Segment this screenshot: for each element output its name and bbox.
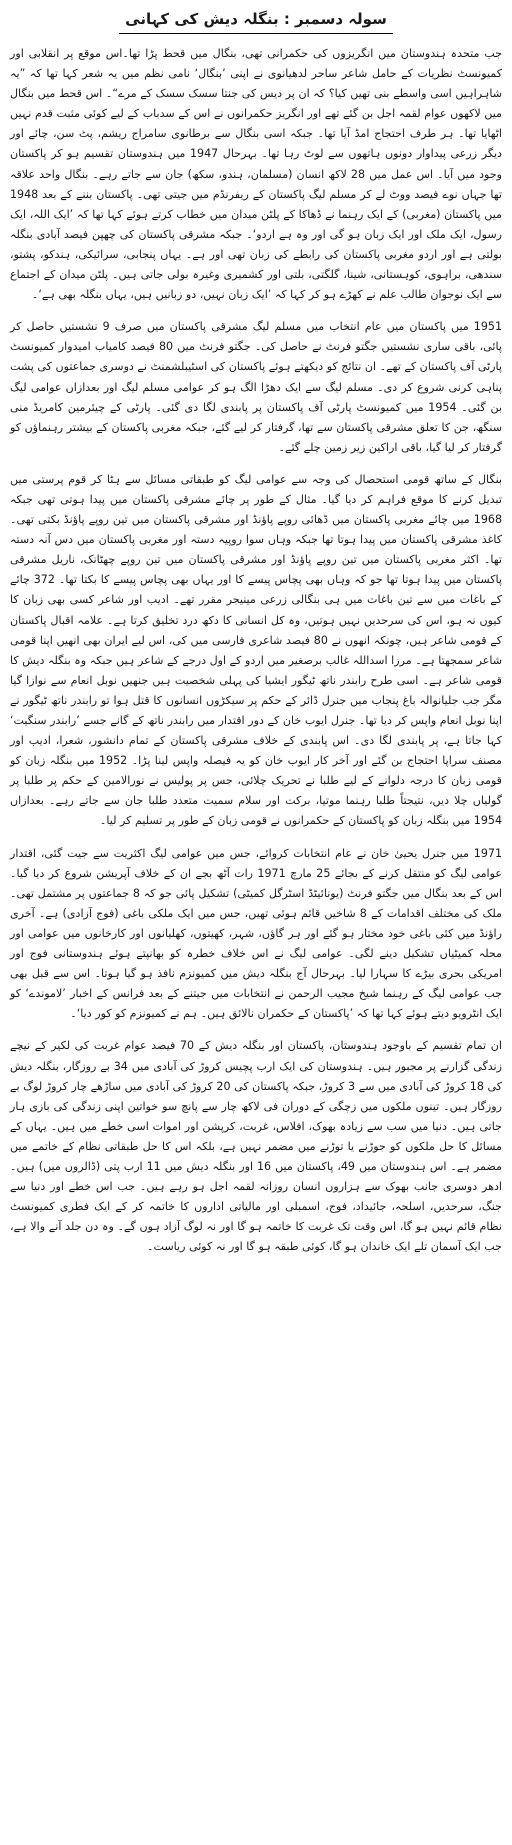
- paragraph-1: جب متحدہ ہندوستان میں انگریزوں کی حکمرانی تھی، بنگال میں قحط پڑا تھا۔اس موقع پر انقلابی اور کمیونسٹ نظریات کے حامل شاعر ساحر لدھیانوی نے اپنی ’بنگال‘ نامی نظم میں یہ شعر کہا تھا کہ ”یہ شاہراہیں اسی واسطے بنی تھیں کیا؟ کہ ان پر دیس کی جنتا سسک سسک کے مرے“۔ اس قحط میں بنگال میں لاکھوں عوام لقمہ اجل بن گئے تھے اور انگریز حکمرانوں نے اس کے سدباب کے لیے کوئی مثبت قدم نہیں اٹھایا تھا۔ ہر طرف احتجاج امڈ آیا تھا۔ جبکہ اسی بنگال سے برطانوی سامراج ریشم، پٹ سن، چائے اور دیگر زرعی پیداوار دونوں ہاتھوں سے لوٹ رہا تھا۔ بہرحال 1947 میں ہندوستان تقسیم ہو کر پاکستان وجود میں آیا۔ اس عمل میں 28 لاکھ انسان (مسلمان، ہندو، سکھ) جان سے جاتے رہے۔ بنگال واحد علاقہ تھا جہاں نوے فیصد ووٹ لے کر مسلم لیگ پاکستان کے ریفرنڈم میں جیتی تھی۔ پاکستان بننے کے بعد 1948 میں پاکستان (مغربی) کے ایک رہنما نے ڈھاکا کے پلٹن میدان میں خطاب کرتے ہوئے کہا تھا کہ ’ایک اللہ، ایک رسول، ایک ملک اور ایک زبان ہو گی اور وہ ہے اردو‘۔ جبکہ مشرقی پاکستان کی چھپن فیصد آبادی بنگلہ بولتی ہے اور اردو مغربی پاکستان کی رابطے کی زبان تھی اور ہے۔ یہاں پنجابی، سرائیکی، ہندکو، پشتو، سندھی، براہوی، کوہستانی، شینا، گلگتی، بلتی اور کشمیری وغیرہ بولی جاتی ہیں۔ پلٹن میدان کے اجتماع سے ایک نوجوان طالب علم نے کھڑے ہو کر کہا کہ ’ایک زبان نہیں، دو زبانیں ہیں، یہاں بنگلہ بھی ہے‘۔: [10, 47, 502, 302]
- paragraph-5: ان تمام تقسیم کے باوجود ہندوستان، پاکستان اور بنگلہ دیش کے 70 فیصد عوام غربت کی لکیر کے نیچے زندگی گزارنے پر مجبور ہیں۔ ہندوستان کی ایک ارب پچیس کروڑ کی آبادی میں 34 بے روزگار، بنگلہ دیش کی 18 کروڑ کی آبادی میں سے 3 کروڑ، جبکہ پاکستان کی 20 کروڑ کی آبادی میں ساڑھے چار کروڑ لوگ بے روزگار ہیں۔ تینوں ملکوں میں زچگی کے دوران فی لاکھ چار سے پانچ سو خواتین اپنی زندگی کی بازی ہار جاتی ہیں۔ دنیا میں سب سے زیادہ بھوک، افلاس، غربت، کرپشن اور اموات اسی خطے میں ہیں۔ یہاں کے مسائل کا حل ملکوں کو جوڑنے یا توڑنے میں مضمر نہیں ہے، بلکہ اس کا حل طبقاتی نظام کے خاتمے میں مضمر ہے۔ اس ہندوستان میں 49، پاکستان میں 16 اور بنگلہ دیش میں 11 ارب پتی (ڈالروں میں) ہیں۔ ادھر دوسری جانب بھوک سے ہزاروں انسان روزانہ لقمہ اجل ہو رہے ہیں۔ جب اس خطے اور دنیا سے جنگ، سرحدیں، اسلحہ، جائیداد، فوج، اسمبلی اور مالیاتی اداروں کا خاتمہ کر کے ایک فطری کمیونسٹ نظام قائم نہیں ہو گا، اس وقت تک غربت کا خاتمہ ہو گا اور نہ لوگ آزاد ہوں گے۔ وہ دن جلد آنے والا ہے، جب ایک آسمان تلے ایک خاندان ہو گا، کوئی طبقہ ہو گا اور نہ کوئی ریاست۔: [10, 1039, 503, 1254]
- paragraph-3: بنگال کے ساتھ قومی استحصال کی وجہ سے عوامی لیگ کو طبقاتی مسائل سے ہٹا کر قوم پرستی میں تبدیل کرنے کا موقع فراہم کر دیا گیا۔ مثال کے طور پر چائے مشرقی پاکستان میں پیدا ہوتی تھی جبکہ 1968 میں چائے مغربی پاکستان میں ڈھائی روپے پاؤنڈ اور مشرقی پاکستان میں تین روپے پاؤنڈ بکتی تھی۔ کاغذ مشرقی پاکستان میں پیدا ہوتا تھا جبکہ وہاں سوا روپیہ دستہ اور مغربی پاکستان میں دس آنہ دستہ تھا۔ اکثر مغربی پاکستان میں تین روپے پاؤنڈ اور مشرقی پاکستان میں تین روپے چھٹانک، ناریل مشرقی پاکستان میں پیدا ہوتا تھا جو کہ وہاں بھی پچاس پیسے کا اور یہاں بھی پچاس پیسے کا بکتا تھا۔ 372 چائے کے باغات میں سے تین باغات میں ہی بنگالی زرعی مینیجر مقرر تھے۔ ادیب اور شاعر کسی بھی زبان کا کیوں نہ ہو، اس کی سرحدیں نہیں ہوتیں، وہ کل انسانی کا دکھ درد تخلیق کرتا ہے۔ علامہ اقبال پاکستان کے قومی شاعر ہیں، چونکہ انھوں نے 80 فیصد شاعری فارسی میں کی، اس لیے ایران بھی انھیں اپنا قومی شاعر سمجھتا ہے۔ مرزا اسداللہ غالب برصغیر میں اردو کے اول درجے کے شاعر ہیں جبکہ وہ بنگلہ دیش کا قومی شاعر ہے۔ اسی طرح رابندر ناتھ ٹیگور ایشیا کی پہلی شخصیت ہیں جنھیں نوبل انعام سے نوازا گیا مگر جب جلیانوالہ باغ پنجاب میں جنرل ڈائر کے حکم پر سیکڑوں انسانوں کا قتل ہوا تو رابندر ناتھ ٹیگور نے اپنا نوبل انعام واپس کر دیا تھا۔ جنرل ایوب خان کے دور اقتدار میں رابندر ناتھ کے گانے جسے ’رابندر سنگیت‘ کہا جاتا ہے، پر پابندی لگا دی۔ اس پابندی کے خلاف مشرقی پاکستان کے تمام دانشور، شعرا، ادیب اور مصنف سراپا احتجاج بن گئے اور آخر کار ایوب خان کو یہ فیصلہ واپس لینا پڑا۔ 1952 میں بنگلہ زبان کو قومی زبان کا درجہ دلوانے کے لیے طلبا نے تحریک چلائی، جس پر پولیس نے نورالامین کے حکم پر طلبا پر گولیاں چلا دیں، نتیجتاً طلبا رہنما موتیا، برکت اور سلام سمیت متعدد طلبا جان سے جاتے رہے۔ بعدازاں 1954 میں بنگلہ زبان کو پاکستان کے حکمرانوں نے قومی زبان کے طور پر تسلیم کر لیا۔: [10, 472, 503, 828]
- paragraph-2: 1951 میں پاکستان میں عام انتخاب میں مسلم لیگ مشرقی پاکستان میں صرف 9 نشستیں حاصل کر پائی، باقی ساری نشستیں جگتو فرنٹ نے حاصل کی۔ جگتو فرنٹ میں 80 فیصد کامیاب امیدوار کمیونسٹ پارٹی آف پاکستان کے تھے۔ ان نتائج کو دیکھتے ہوئے پاکستان کی اسٹیبلشمنٹ نے دوسری جماعتوں کی پشت پناہی کرنی شروع کر دی۔ مسلم لیگ سے ایک دھڑا الگ ہو کر عوامی مسلم لیگ اور بعدازاں عوامی لیگ بن گئی۔ 1954 میں کمیونسٹ پارٹی آف پاکستان پر پابندی لگا دی گئی۔ پارٹی کے چیئرمین کامریڈ منی سنگھ، جن کا تعلق مشرقی پاکستان سے تھا، گرفتار کر لیے گئے، جبکہ مغربی پاکستان کے بیشتر رہنماؤں کو گرفتار کر لیا گیا، باقی اراکین زیر زمین چلے گئے۔: [9, 320, 503, 454]
- article-body: [10, 44, 502, 1257]
- paragraph-4: 1971 میں جنرل یحییٰ خان نے عام انتخابات کروائے، جس میں عوامی لیگ اکثریت سے جیت گئی، اقتدار عوامی لیگ کو منتقل کرنے کے بجائے 25 مارچ 1971 رات آٹھ بجے ان کے خلاف آپریشن شروع کر دیا گیا۔ اس کے بعد بنگال میں جگتو فرنٹ (یونائیٹڈ اسٹرگل کمیٹی) تشکیل پائی جو کہ 8 جماعتوں پر مشتمل تھی۔ ملک کی مختلف اقدامات کے 8 شاخیں قائم ہوئی تھیں، جس میں ایک ملکی باغی (فوج آزادی) ہے۔ آخری راؤنڈ میں کئی باغی خود مختار ہو گئے اور ہر گاؤں، شہر، کھیتوں، کھلیانوں اور کارخانوں میں عوامی اور محلہ کمیٹیاں تشکیل دینے لگی۔ عوامی لیگ نے اس خلاف خطرہ کو بھانپتے ہوئے ہندوستانی فوج اور امریکی بحری بیڑے کا سہارا لیا۔ بہرحال آج بنگلہ دیش میں کمیونزم نافذ ہو گیا ہوتا۔ اس سے قبل بھی جب عوامی لیگ کے رہنما شیخ مجیب الرحمن نے انتخابات میں جیتنے کے بعد فرانس کے اخبار ’لاموندے‘ کو ایک انٹرویو دیتے ہوئے کہا تھا کہ ’پاکستان کے حکمران نالائق ہیں۔ ہم نے کمیونزم کو کور دیا‘۔: [10, 846, 502, 1021]
- article-title: سولہ دسمبر : بنگلہ دیش کی کہانی: [119, 8, 393, 34]
- title-block: [0, 8, 512, 34]
